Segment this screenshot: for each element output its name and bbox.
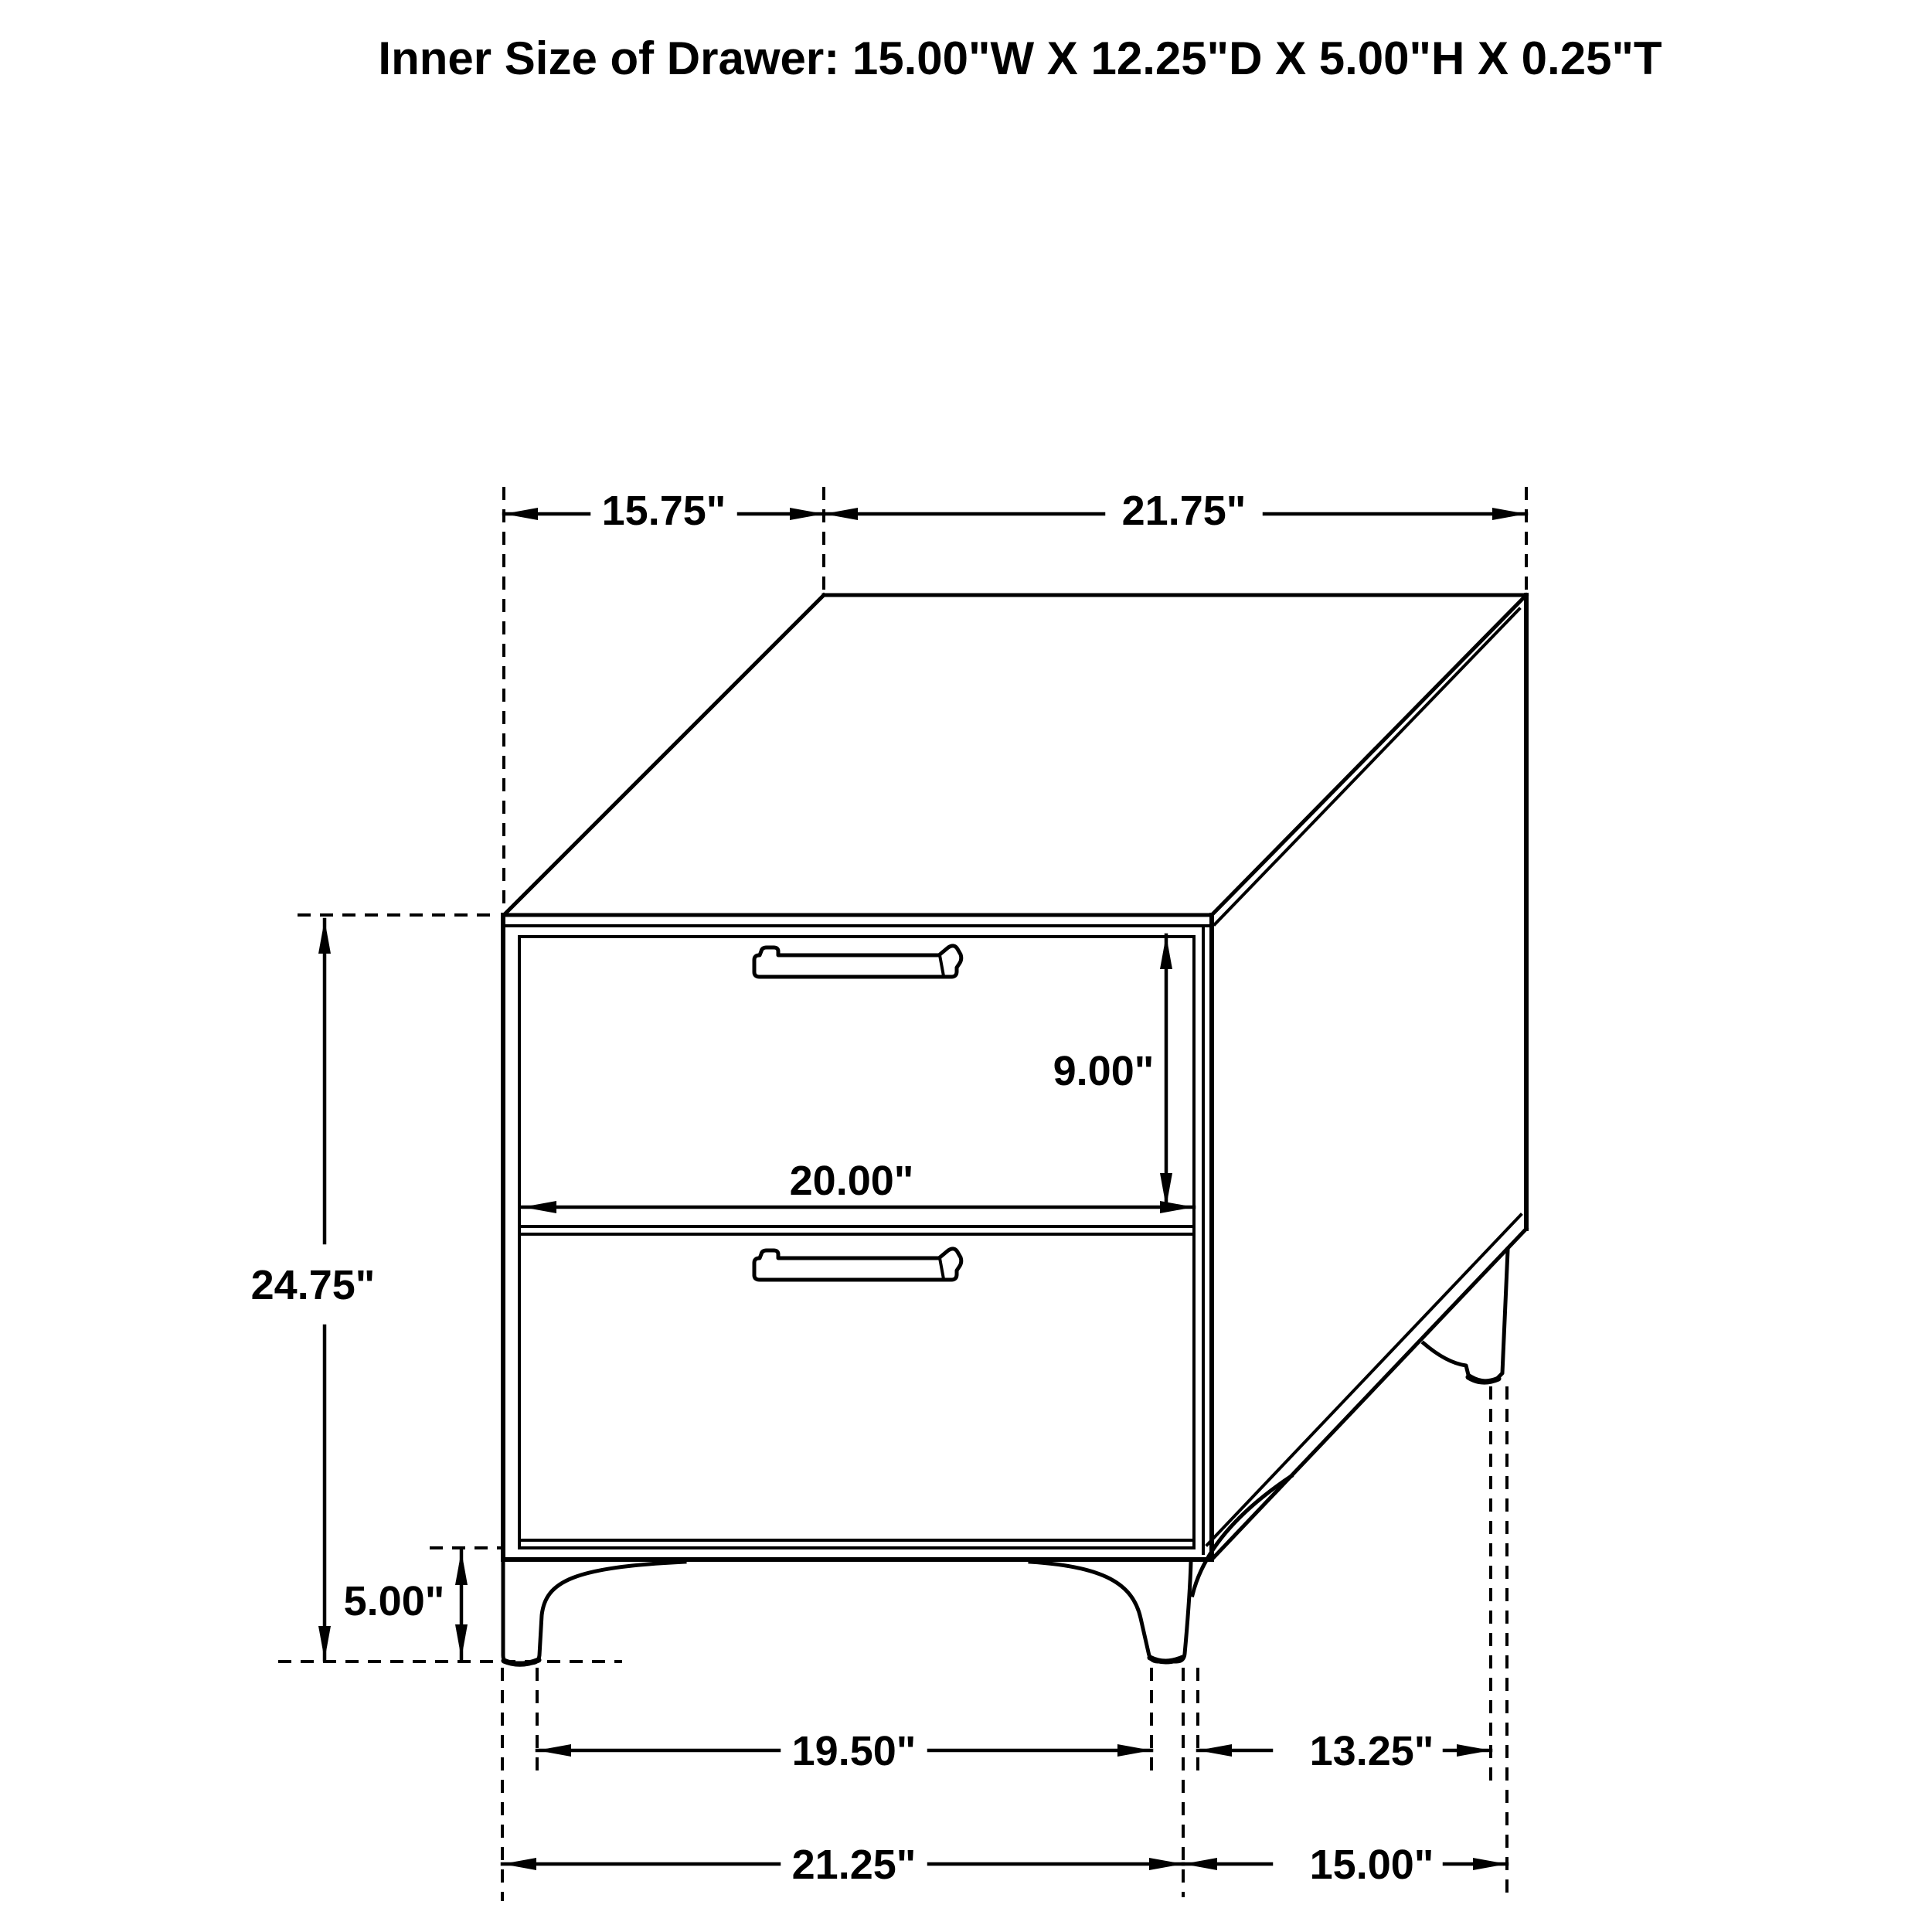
cabinet-bottom-rail (519, 1540, 1194, 1548)
dim-label-top-depth: 15.75" (601, 488, 726, 534)
cabinet-front-face (503, 915, 1212, 1560)
dim-label-cabinet-height: 24.75" (250, 1262, 376, 1308)
drawer-divider (519, 1226, 1194, 1234)
front-left-leg (503, 1560, 685, 1664)
cabinet-top-face (503, 595, 1526, 926)
dimension-arrows (318, 508, 1526, 1870)
dim-label-side-feet-span: 13.25" (1309, 1728, 1434, 1774)
bottom-drawer-handle (754, 1249, 961, 1280)
front-right-leg (1030, 1476, 1291, 1662)
dim-label-drawer-width: 20.00" (789, 1158, 914, 1204)
dim-label-front-base-width: 21.25" (791, 1842, 917, 1888)
top-drawer-handle (754, 946, 961, 977)
dimension-labels (251, 488, 1434, 1888)
dim-label-drawer-height: 9.00" (1053, 1048, 1155, 1094)
dim-label-front-feet-span: 19.50" (791, 1728, 917, 1774)
page-title: Inner Size of Drawer: 15.00"W X 12.25"D X 5.00"H X 0.25"T (378, 32, 1662, 84)
dim-label-top-width: 21.75" (1121, 488, 1247, 534)
cabinet-side-panel (1207, 595, 1526, 1560)
back-right-leg (1423, 1250, 1508, 1382)
dim-label-side-base-depth: 15.00" (1309, 1842, 1434, 1888)
dim-label-leg-height: 5.00" (343, 1578, 445, 1624)
